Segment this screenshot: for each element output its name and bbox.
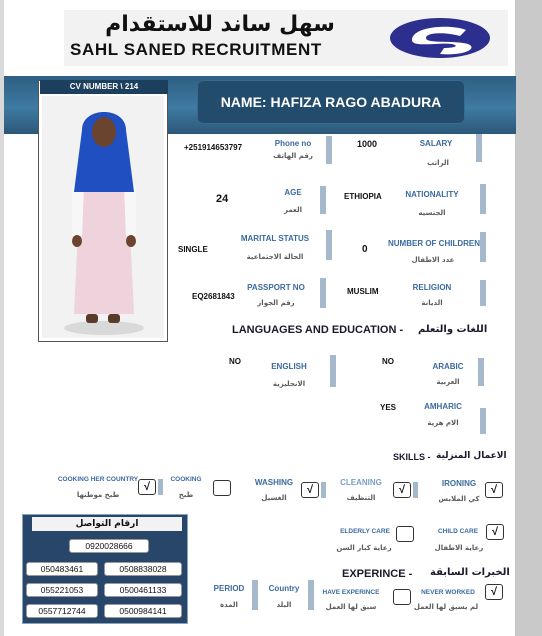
- elderly-care-label: ELDERLY CARE: [340, 528, 390, 535]
- marital-value: SINGLE: [178, 245, 208, 254]
- experience-title-ar: الخبرات السابقة: [430, 567, 510, 578]
- elderly-care-label-ar: رعاية كبار السن: [336, 544, 392, 552]
- phone-label-ar: رقم الهاتف: [273, 152, 313, 160]
- languages-title-ar: اللغات والتعلم: [418, 324, 488, 335]
- marital-label: MARITAL STATUS: [240, 234, 310, 243]
- washing-label: WASHING: [254, 478, 294, 487]
- washing-bar: [321, 482, 326, 498]
- washing-label-ar: الغسيل: [261, 494, 287, 502]
- child-care-label: CHILD CARE: [437, 528, 479, 535]
- religion-label: RELIGION: [412, 283, 452, 292]
- age-value: 24: [216, 193, 229, 205]
- age-bar: [320, 186, 326, 214]
- elderly-care-checkbox[interactable]: [396, 526, 414, 542]
- amharic-bar: [480, 408, 486, 434]
- children-bar: [480, 232, 486, 262]
- english-label-ar: الانجليزية: [272, 380, 306, 388]
- passport-label-ar: رقم الجواز: [257, 299, 295, 307]
- english-label: ENGLISH: [271, 362, 307, 371]
- have-experience-checkbox[interactable]: [393, 589, 411, 605]
- cooking-checkbox[interactable]: [213, 480, 231, 496]
- cv-number-label: CV NUMBER \ 214: [40, 80, 168, 94]
- period-label-ar: المدة: [220, 601, 238, 609]
- ironing-label-ar: كي الملابس: [438, 495, 480, 503]
- contact-main-number[interactable]: 0920028666: [69, 539, 149, 553]
- english-bar: [330, 355, 336, 387]
- amharic-value: YES: [380, 403, 397, 412]
- passport-value: EQ2681843: [192, 292, 235, 301]
- religion-label-ar: الديانة: [421, 299, 443, 307]
- children-label: NUMBER OF CHILDREN: [388, 239, 480, 248]
- cooking-label: COOKING: [170, 476, 202, 483]
- cleaning-bar: [413, 482, 418, 498]
- ironing-label: IRONING: [441, 479, 477, 488]
- contact-number[interactable]: 050483461: [26, 562, 98, 576]
- english-value: NO: [229, 357, 241, 366]
- cooking-label-ar: طبخ: [178, 491, 194, 499]
- nationality-value: ETHIOPIA: [344, 192, 382, 201]
- contact-number[interactable]: 0508838028: [104, 562, 182, 576]
- washing-checkbox[interactable]: √: [301, 482, 319, 498]
- contact-number[interactable]: 0500461133: [104, 583, 182, 597]
- experience-title: EXPERINCE -: [342, 568, 413, 580]
- logo-english-text: SAHL SANED RECRUITMENT: [70, 40, 322, 59]
- marital-bar: [326, 230, 332, 260]
- period-bar: [252, 580, 258, 610]
- amharic-label: AMHARIC: [424, 402, 462, 411]
- phone-bar: [326, 136, 332, 164]
- salary-value: 1000: [357, 139, 378, 149]
- cooking-country-label-ar: طبخ موطنها: [76, 491, 120, 499]
- amharic-label-ar: الام هرية: [427, 419, 459, 427]
- nationality-label: NATIONALITY: [405, 190, 459, 199]
- cleaning-label: CLEANING: [340, 478, 382, 487]
- passport-bar: [320, 278, 326, 308]
- cleaning-checkbox[interactable]: √: [393, 482, 411, 498]
- page-edge: [516, 0, 542, 636]
- period-label: PERIOD: [213, 584, 245, 593]
- children-label-ar: عدد الاطفال: [411, 256, 455, 264]
- marital-label-ar: الحالة الاجتماعية: [246, 253, 304, 261]
- logo-mark-icon: [382, 14, 492, 62]
- religion-value: MUSLIM: [347, 287, 379, 296]
- nationality-bar: [480, 184, 486, 214]
- arabic-label-ar: العربية: [436, 378, 460, 386]
- contact-number[interactable]: 055221053: [26, 583, 98, 597]
- salary-bar: [476, 134, 482, 162]
- have-experience-label: HAVE EXPERINCE: [322, 589, 380, 596]
- never-worked-label: NEVER WORKED: [421, 589, 475, 596]
- country-bar: [308, 580, 314, 610]
- cooking-country-label: COOKING HER COUNTRY: [57, 476, 139, 483]
- cooking-country-bar: [158, 479, 163, 495]
- country-label-ar: البلد: [276, 601, 292, 609]
- salary-label-ar: الراتب: [427, 159, 449, 167]
- arabic-label: ARABIC: [432, 362, 464, 371]
- skills-title: SKILLS -: [393, 452, 431, 462]
- ironing-checkbox[interactable]: √: [485, 482, 503, 498]
- skills-title-ar: الاعمال المنزلية: [436, 451, 507, 461]
- arabic-bar: [478, 358, 484, 386]
- contact-number[interactable]: 0500984141: [104, 604, 182, 618]
- languages-title: LANGUAGES AND EDUCATION -: [232, 324, 404, 336]
- phone-label: Phone no: [274, 139, 312, 148]
- candidate-photo: [42, 96, 164, 338]
- religion-bar: [480, 280, 486, 306]
- passport-label: PASSPORT NO: [247, 283, 305, 292]
- child-care-label-ar: رعاية الاطفال: [434, 544, 484, 552]
- children-value: 0: [362, 244, 368, 255]
- arabic-value: NO: [382, 357, 394, 366]
- cooking-country-checkbox[interactable]: √: [138, 479, 156, 495]
- never-worked-label-ar: لم يسبق لها العمل: [413, 603, 479, 611]
- contact-number[interactable]: 0557712744: [26, 604, 98, 618]
- country-label: Country: [268, 584, 300, 593]
- phone-value: +251914653797: [184, 143, 243, 152]
- child-care-checkbox[interactable]: √: [486, 524, 504, 540]
- never-worked-checkbox[interactable]: √: [485, 584, 503, 600]
- age-label: AGE: [284, 188, 302, 197]
- cleaning-label-ar: التنظيف: [346, 494, 376, 502]
- nationality-label-ar: الجنسيه: [418, 209, 446, 217]
- have-experience-label-ar: سبق لها العمل: [325, 603, 377, 611]
- salary-label: SALARY: [419, 139, 453, 148]
- logo-arabic-text: سهل ساند للاستقدام: [105, 12, 335, 37]
- age-label-ar: العمر: [283, 206, 303, 214]
- candidate-name: NAME: HAFIZA RAGO ABADURA: [197, 80, 465, 124]
- contact-title: ارقام التواصل: [32, 517, 182, 531]
